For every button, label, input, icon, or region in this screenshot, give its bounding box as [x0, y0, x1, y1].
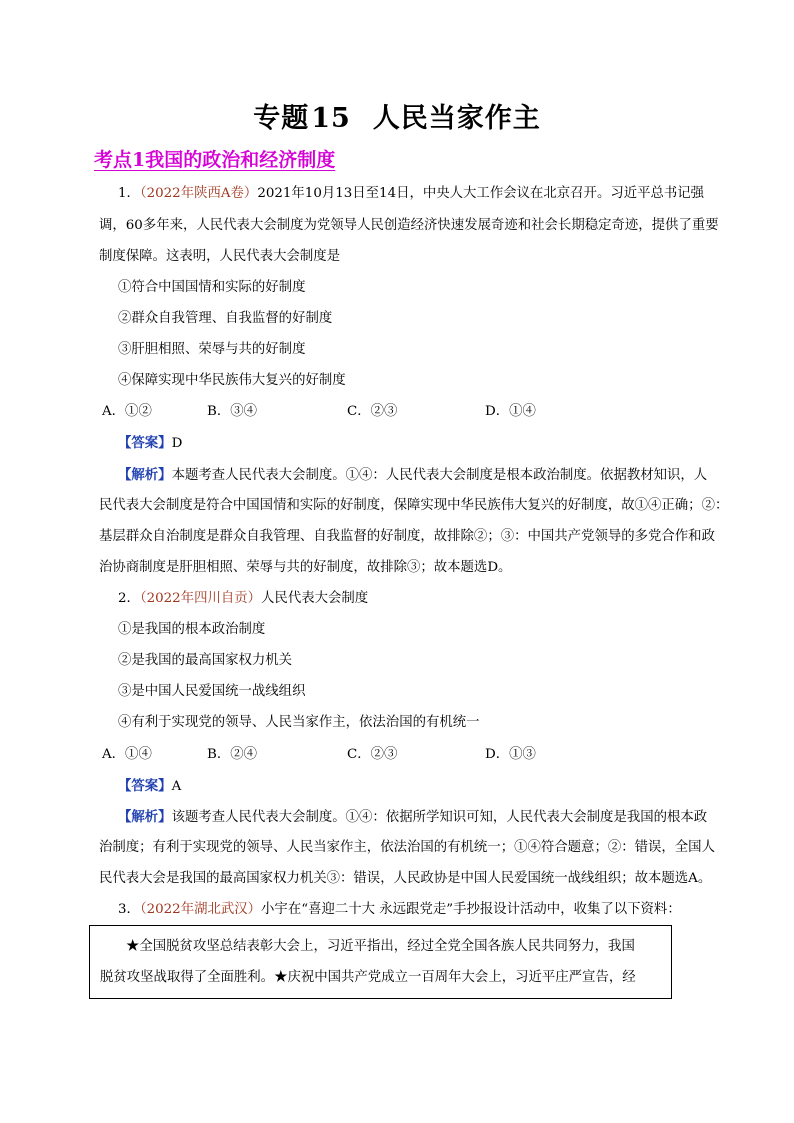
- q2-answer-value: A: [171, 779, 182, 794]
- q1-stem-text: 2021年10月13日至14日，中央人大工作会议在北京召开。习近平总书记强: [257, 186, 705, 201]
- title-main: 专题: [253, 103, 310, 134]
- q2-answer-tag: 【答案】: [118, 778, 172, 794]
- q2-stem-text: 人民代表大会制度: [261, 591, 369, 606]
- q3-stem: [118, 900, 700, 920]
- section-heading: 考点1我国的政治和经济制度: [94, 149, 336, 171]
- q1-stem-line3: 制度保障。这表明，人民代表大会制度是: [99, 249, 341, 264]
- material-line1: ★全国脱贫攻坚总结表彰大会上，习近平指出，经过全党全国各族人民共同努力，我国: [126, 939, 635, 954]
- q2-item-4: ④有利于实现党的领导、人民当家作主，依法治国的有机统一: [118, 715, 480, 730]
- q2-item-1: ①是我国的根本政治制度: [118, 622, 266, 637]
- q1-analysis-line2: 民代表大会制度是符合中国国情和实际的好制度，保障实现中华民族伟大复兴的好制度，故①④正确；②：: [99, 498, 729, 513]
- q2-answer: [118, 776, 700, 797]
- q1-analysis-line1: [118, 465, 708, 486]
- q1-analysis-line3: 基层群众自治制度是群众自我管理、自我监督的好制度，故排除②；③：中国共产党领导的多党合作和政: [99, 529, 715, 544]
- q1-answer-tag: 【答案】: [118, 435, 172, 451]
- title-subtitle: 人民当家作主: [372, 103, 541, 134]
- q1-analysis-line4: 治协商制度是肝胆相照、荣辱与共的好制度，故排除③；故本题选D。: [99, 560, 512, 575]
- q1-choice-b: B．③④: [207, 404, 258, 419]
- q2-analysis-line2: 治制度；有利于实现党的领导、人民当家作主，依法治国的有机统一；①④符合题意；②：错误，全国人: [99, 840, 715, 855]
- title-number: 15: [311, 103, 351, 134]
- q1-analysis-text: 本题考查人民代表大会制度。①④：人民代表大会制度是根本政治制度。依据教材知识，人: [171, 468, 708, 483]
- q1-analysis-tag: 【解析】: [118, 467, 172, 483]
- q1-number: 1．: [118, 186, 140, 201]
- q1-choice-a: A．①②: [102, 404, 152, 419]
- material-line2: 脱贫攻坚战取得了全面胜利。★庆祝中国共产党成立一百周年大会上，习近平庄严宣告，经: [100, 970, 636, 985]
- q1-choice-c: C．②③: [347, 404, 398, 419]
- q2-analysis-tag: 【解析】: [118, 809, 172, 825]
- q2-choice-a: A．①④: [102, 747, 152, 762]
- q2-number: 2．: [118, 591, 140, 606]
- q2-analysis-text: 该题考查人民代表大会制度。①④：依据所学知识可知，人民代表大会制度是我国的根本政: [171, 810, 708, 825]
- q1-stem-line1: [118, 184, 705, 204]
- q1-answer-value: D: [171, 436, 183, 451]
- q3-number: 3．: [118, 902, 140, 917]
- q1-source: （2022年陕西A卷）: [139, 186, 258, 201]
- q1-item-1: ①符合中国国情和实际的好制度: [118, 280, 306, 295]
- q2-analysis-line1: [118, 807, 708, 828]
- q2-analysis-line3: 民代表大会是我国的最高国家权力机关③：错误，人民政协是中国人民爱国统一战线组织；故本题选A。: [99, 871, 712, 886]
- q3-source: （2022年湖北武汉）: [139, 902, 262, 917]
- q1-stem-line2: 调，60多年来，人民代表大会制度为党领导人民创造经济快速发展奇迹和社会长期稳定奇迹，提供了重要: [99, 218, 719, 233]
- q2-source: （2022年四川自贡）: [139, 591, 262, 606]
- q1-choice-d: D．①④: [485, 404, 536, 419]
- q1-item-3: ③肝胆相照、荣辱与共的好制度: [118, 342, 306, 357]
- q2-choice-d: D．①③: [485, 747, 536, 762]
- q1-item-4: ④保障实现中华民族伟大复兴的好制度: [118, 373, 346, 388]
- q2-item-2: ②是我国的最高国家权力机关: [118, 653, 293, 668]
- page-title: [0, 96, 794, 135]
- q2-choice-c: C．②③: [347, 747, 398, 762]
- q1-item-2: ②群众自我管理、自我监督的好制度: [118, 311, 333, 326]
- q2-choice-b: B．②④: [207, 747, 258, 762]
- q3-stem-text: 小宇在“喜迎二十大 永远跟党走”手抄报设计活动中，收集了以下资料：: [261, 902, 681, 917]
- q1-answer: [118, 433, 700, 454]
- material-box: [89, 925, 672, 999]
- q2-item-3: ③是中国人民爱国统一战线组织: [118, 684, 306, 699]
- q2-stem: [118, 589, 700, 609]
